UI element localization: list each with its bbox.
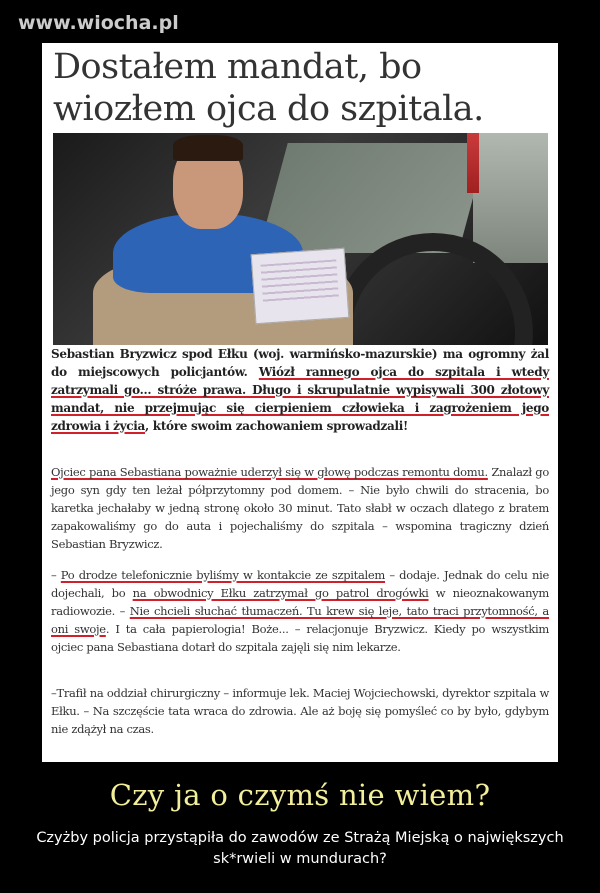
article-lead [51,345,549,435]
lead-text-end: , które swoim zachowaniem sprowadzali! [145,419,408,433]
p2-g: . I ta cała papierologia! Boże... – relacjonuje Bryzwicz. Kiedy po wszystkim ojciec pana Sebastiana dotarł do szpitala zajęli się nim lekarze. [51,622,549,654]
p2-underlined-1: Po drodze telefonicznie byliśmy w kontakcie ze szpitalem [60,568,386,582]
ticket-paper [251,248,350,324]
article-headline: Dostałem mandat, bo wiozłem ojca do szpitala. [53,47,484,129]
lead-text: Sebastian Bryzwicz spod Ełku (woj. warmińsko-mazurskie) ma ogromny żal do miejscowych policjantów. [51,347,549,379]
caption-subtitle: Czyżby policja przystąpiła do zawodów ze Strażą Miejską o największych sk*rwieli w mundurach? [36,830,564,867]
site-watermark: www.wiocha.pl [18,12,179,34]
man-hair [173,135,243,161]
p2-a: – [51,568,61,582]
car-window-right [473,133,548,263]
article-photo [53,133,548,345]
hanging-tag [467,133,479,193]
p1-underlined: Ojciec pana Sebastiana poważnie uderzył się w głowę podczas remontu domu. [51,465,488,479]
p2-underlined-3: Nie chcieli słuchać tłumaczeń. Tu krew się leje, tato traci przytomność, a oni swoje [51,604,549,636]
lead-underlined: Wiózł rannego ojca do szpitala i wtedy zatrzymali go... stróże prawa. Długo i skrupulatnie wypisywali 300 złotowy mandat, nie przejmując się cierpieniem człowieka i zagrożeniem jego zdrowia i życia [51,365,549,433]
article-paragraph-2 [51,566,549,656]
article-paragraph-3: –Trafił na oddział chirurgiczny – informuje lek. Maciej Wojciechowski, dyrektor szpitala w Ełku. – Na szczęście tata wraca do zdrowia. Ale aż boję się pomyśleć co by było, gdybym nie zdążył na czas. [51,686,549,736]
meme-frame [42,43,558,762]
caption-title: Czy ja o czymś nie wiem? [109,778,491,812]
p2-e: w nieoznakowanym radiowozie. – [51,586,549,618]
p1-text: Znalazł go jego syn gdy ten leżał półprzytomny pod domem. – Nie było chwili do stracenia, bo karetka jechałaby w jedną stronę około 30 minut. Tato słabł w oczach dlatego z bratem zapakowaliśmy go do auta i pojechaliśmy do szpitala – wspomina tragiczny dzień Sebastian Bryzwicz. [51,465,549,551]
p2-c: – dodaje. Jednak do celu nie dojechali, bo [51,568,549,600]
article-paragraph-1 [51,463,549,553]
p2-underlined-2: na obwodnicy Ełku zatrzymał go patrol drogówki [132,586,429,600]
